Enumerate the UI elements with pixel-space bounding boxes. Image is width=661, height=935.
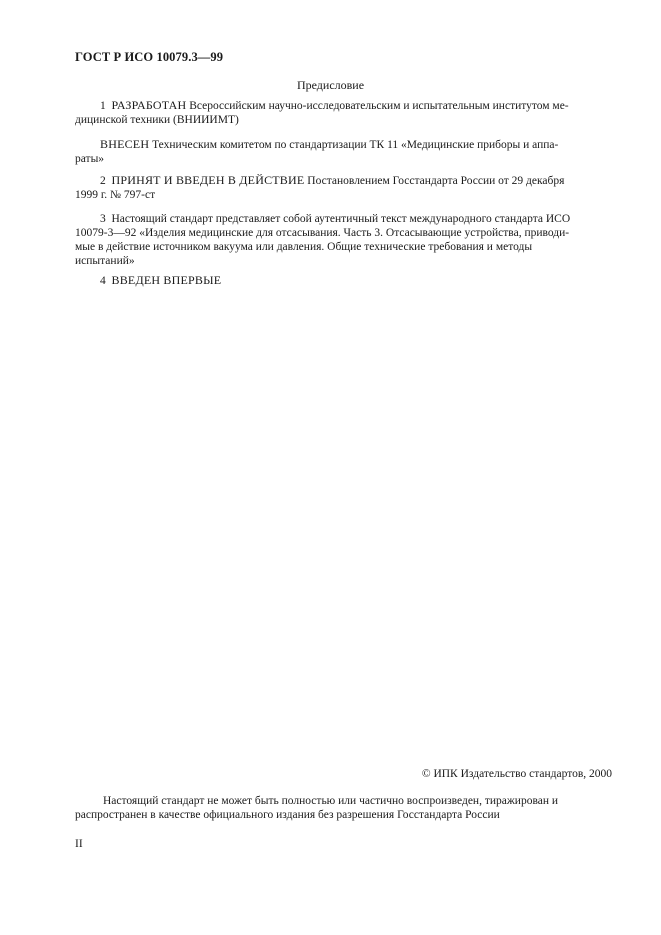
- copyright-notice: © ИПК Издательство стандартов, 2000: [421, 768, 612, 780]
- paragraph-4-number: 4: [100, 275, 106, 287]
- paragraph-3-text-1: Настоящий стандарт представляет собой аутентичный текст международного стандарта ИСО: [111, 213, 571, 225]
- reproduction-notice: [75, 794, 612, 822]
- paragraph-4-lead: ВВЕДЕН ВПЕРВЫЕ: [111, 273, 222, 287]
- paragraph-2-lead: ПРИНЯТ И ВВЕДЕН В ДЕЙСТВИЕ: [111, 173, 305, 187]
- paragraph-2-text-1: Постановлением Госстандарта России от 29 декабря: [307, 175, 565, 187]
- paragraph-3: [75, 212, 610, 268]
- paragraph-1-number: 1: [100, 100, 106, 112]
- paragraph-introduced-text-1: Техническим комитетом по стандартизации ТК 11 «Медицинские приборы и аппа-: [152, 139, 559, 151]
- paragraph-introduced-lead: ВНЕСЕН: [100, 137, 150, 151]
- paragraph-1-line-1: [100, 98, 610, 113]
- paragraph-2-line-2: 1999 г. № 797-ст: [75, 189, 156, 201]
- paragraph-2-line-1: [100, 173, 610, 188]
- paragraph-1-lead: РАЗРАБОТАН: [111, 98, 187, 112]
- paragraph-4: [100, 273, 610, 288]
- paragraph-1: [75, 98, 610, 127]
- paragraph-4-line-1: [100, 273, 610, 288]
- reproduction-notice-line-2: распространен в качестве официального издания без разрешения Госстандарта России: [75, 809, 500, 821]
- paragraph-introduced-line-1: [100, 137, 610, 152]
- paragraph-introduced: [75, 137, 610, 166]
- paragraph-2-number: 2: [100, 175, 106, 187]
- paragraph-1-text-1: Всероссийским научно-исследовательским и испытательным институтом ме-: [189, 100, 569, 112]
- paragraph-2: [75, 173, 610, 202]
- standard-code: ГОСТ Р ИСО 10079.3—99: [75, 50, 224, 64]
- reproduction-notice-line-1: Настоящий стандарт не может быть полностью или частично воспроизведен, тиражирован и: [103, 795, 559, 807]
- paragraph-introduced-line-2: раты»: [75, 153, 105, 165]
- paragraph-3-line-4: испытаний»: [75, 255, 135, 267]
- page-title: Предисловие: [296, 78, 365, 92]
- paragraph-1-line-2: дицинской техники (ВНИИИМТ): [75, 114, 239, 126]
- paragraph-3-line-1: [100, 212, 610, 226]
- page-number: II: [75, 838, 83, 850]
- paragraph-3-number: 3: [100, 213, 106, 225]
- paragraph-3-line-2: 10079-3—92 «Изделия медицинские для отсасывания. Часть 3. Отсасывающие устройства, приводи-: [75, 227, 570, 239]
- paragraph-3-line-3: мые в действие источником вакуума или давления. Общие технические требования и методы: [75, 241, 533, 253]
